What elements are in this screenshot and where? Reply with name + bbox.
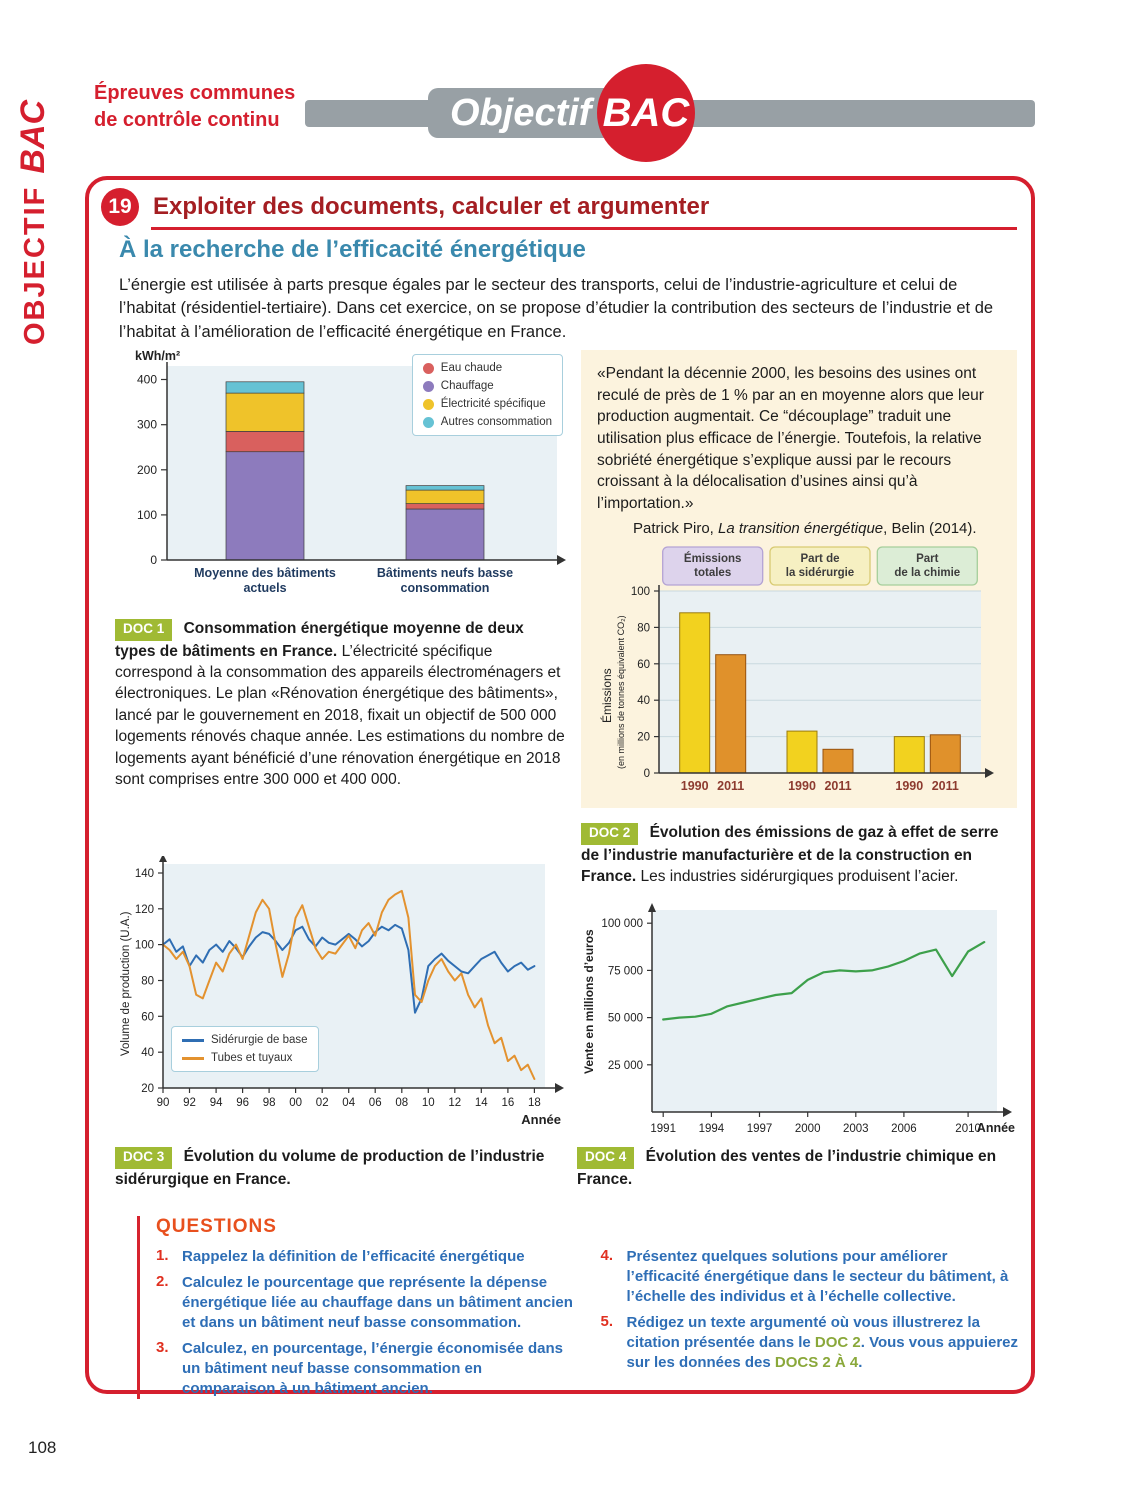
svg-text:Part de: Part de [800,552,840,565]
svg-text:10: 10 [421,1097,435,1109]
doc1-consumption-chart [115,348,567,605]
doc4-chart-svg [577,902,1017,1144]
svg-text:12: 12 [448,1097,462,1109]
svg-text:2003: 2003 [843,1123,869,1135]
logo-bac-circle [597,64,695,162]
questions-column [156,1247,575,1399]
svg-text:18: 18 [528,1097,541,1109]
svg-text:100: 100 [630,585,650,598]
svg-text:16: 16 [501,1097,515,1109]
svg-text:25 000: 25 000 [607,1059,643,1072]
quote-source-rest: , Belin (2014). [883,519,977,537]
doc4-caption-bold: Évolution des ventes de l’industrie chimique en France. [577,1148,997,1188]
svg-text:94: 94 [209,1097,223,1109]
doc4-sales-chart [577,902,1017,1149]
legend-item: Tubes et tuyaux [182,1052,308,1064]
svg-text:1990: 1990 [680,778,709,793]
doc1-caption-bold: Consommation énergétique moyenne de deux types de bâtiments en France. [115,620,524,660]
svg-text:100 000: 100 000 [601,918,643,931]
svg-text:100: 100 [136,507,157,522]
question-number: 4. [600,1247,614,1264]
svg-text:300: 300 [136,417,157,432]
svg-text:kWh/m²: kWh/m² [135,349,181,363]
doc1-caption-text: L’électricité spécifique correspond à la consommation des appareils électroménagers et électroniques. Le plan «Rénovation énergétique des bâtiments», lancé par le gouvernement en 2018, fixait un objectif de 500 000 logements rénovés chaque année. Les estimations du nombre de logements ayant bénéficié d’une rénovation énergétique en 2018 sont comprises entre 300 000 et 400 000. [115,642,565,788]
quote-author: Patrick Piro, [633,519,719,537]
question-item [156,1273,575,1333]
doc1-caption [115,618,567,790]
svg-text:0: 0 [643,767,650,780]
questions-section [137,1216,1019,1399]
question-number: 3. [156,1338,169,1356]
svg-text:1991: 1991 [650,1123,676,1135]
question-item [601,1313,1020,1373]
header-eyebrow-line2: de contrôle continu [94,109,280,131]
svg-text:96: 96 [236,1097,249,1109]
exercise-title: Exploiter des documents, calculer et argumenter [153,193,710,220]
svg-text:Volume de production (U.A.): Volume de production (U.A.) [120,911,132,1056]
svg-text:1994: 1994 [698,1123,725,1135]
section-title: À la recherche de l’efficacité énergétique [119,236,586,263]
svg-text:Part: Part [916,552,939,565]
question-text: Rappelez la définition de l’efficacité énergétique [182,1248,525,1265]
svg-text:2000: 2000 [794,1123,821,1135]
svg-text:06: 06 [368,1097,382,1109]
question-text: Présentez quelques solutions pour améliorer l’efficacité énergétique dans le secteur du bâtiment, à l’échelle des individus et à l’échelle collective. [626,1248,1009,1305]
questions-columns [156,1247,1019,1399]
header-eyebrow [94,80,295,134]
question-number: 2. [156,1272,169,1290]
doc4-caption [577,1146,1017,1190]
sidebar-objectif-label: OBJECTIF [19,185,51,345]
svg-text:Émissions: Émissions [683,552,742,565]
doc3-production-chart [115,856,567,1136]
logo-objectif-label: Objectif [450,92,592,134]
doc1-legend [412,354,563,436]
svg-text:40: 40 [141,1047,154,1060]
svg-text:1997: 1997 [746,1123,773,1135]
svg-text:1990: 1990 [788,778,816,793]
svg-text:2006: 2006 [891,1123,917,1135]
doc4-badge: DOC 4 [577,1147,634,1169]
svg-text:200: 200 [136,462,157,477]
doc3-legend [171,1026,319,1072]
exercise-number-badge: 19 [101,188,139,226]
svg-text:08: 08 [395,1097,409,1109]
svg-text:20: 20 [637,731,650,744]
exercise-rule [151,227,1017,230]
exercise-header [101,188,709,226]
legend-item: Sidérurgie de base [182,1034,308,1046]
svg-text:400: 400 [136,372,157,387]
svg-text:100: 100 [134,939,154,952]
page-edge-tab [14,45,53,345]
legend-item: Chauffage [423,380,552,392]
questions-column [601,1247,1020,1399]
svg-text:60: 60 [141,1011,154,1024]
svg-text:0: 0 [150,553,157,567]
svg-text:actuels: actuels [243,581,287,595]
quote-text: «Pendant la décennie 2000, les besoins des usines ont reculé de près de 1 % par an en moyenne alors que leur production augmentait. Ce “découplage” traduit une utilisation plus efficace de l’énergie. Toutefois, la relative sobriété énergétique s’explique aussi par le recours croissant à la délocalisation d’usines ainsi qu’à l’importation.» [597,365,984,513]
svg-text:Bâtiments neufs basse: Bâtiments neufs basse [376,566,514,580]
doc1-badge: DOC 1 [115,619,172,641]
svg-text:2011: 2011 [824,778,852,793]
svg-text:consommation: consommation [400,581,490,595]
header-eyebrow-line1: Épreuves communes [94,82,296,104]
svg-text:Moyenne des bâtiments: Moyenne des bâtiments [194,566,336,580]
svg-text:140: 140 [134,868,154,880]
svg-text:80: 80 [141,975,154,988]
question-number: 5. [600,1312,614,1330]
svg-text:75 000: 75 000 [607,965,643,978]
svg-text:14: 14 [474,1097,488,1109]
svg-text:la sidérurgie: la sidérurgie [785,566,855,579]
svg-text:(en millions de tonnes équival: (en millions de tonnes équivalent CO₂) [616,615,626,769]
svg-text:2010: 2010 [955,1123,981,1135]
question-number: 1. [156,1247,169,1264]
questions-title: QUESTIONS [156,1216,277,1237]
legend-item: Eau chaude [423,362,552,374]
quote-source-title: La transition énergétique [718,519,884,537]
question-text: Calculez, en pourcentage, l’énergie économisée dans un bâtiment neuf basse consommation en comparaison à un bâtiment ancien. [182,1339,563,1397]
question-text: Calculez le pourcentage que représente la dépense énergétique liée au chauffage dans un bâtiment ancien et dans un bâtiment neuf basse consommation. [182,1273,573,1331]
doc2-panel [581,350,1017,808]
svg-text:40: 40 [637,695,650,708]
svg-text:totales: totales [694,566,732,579]
svg-text:80: 80 [637,622,650,635]
page-number: 108 [28,1438,57,1457]
doc2-caption [581,822,1017,887]
intro-paragraph: L’énergie est utilisée à parts presque égales par le secteur des transports, celui de l’industrie-agriculture et celui de l’habitat (résidentiel-tertiaire). Dans cet exercice, on se propose d’étudier la contribution des secteurs de l’industrie et de l’habitat à l’amélioration de l’efficacité énergétique en France. [119,276,994,341]
svg-text:90: 90 [156,1097,170,1109]
doc2-emissions-chart [597,545,1001,810]
legend-item: Électricité spécifique [423,398,552,410]
svg-text:Vente en millions d’euros: Vente en millions d’euros [582,929,596,1074]
doc2-caption-text: Les industries sidérurgiques produisent l’acier. [640,868,959,885]
doc3-caption [115,1146,555,1190]
question-item [156,1247,575,1267]
doc2-chart-svg [597,545,995,805]
legend-item: Autres consommation [423,416,552,428]
quote-attribution [597,520,1001,537]
question-item [156,1339,575,1399]
doc3-caption-bold: Évolution du volume de production de l’industrie sidérurgique en France. [115,1148,545,1188]
sidebar-bac-label: BAC [14,99,52,174]
question-item [601,1247,1020,1307]
exercise-frame [85,176,1035,1397]
svg-text:2011: 2011 [717,778,745,793]
svg-text:02: 02 [315,1097,329,1109]
svg-text:Émissions: Émissions [600,668,614,723]
svg-text:2011: 2011 [931,778,959,793]
doc2-badge: DOC 2 [581,823,638,845]
logo-bac-label: BAC [602,90,690,135]
doc3-badge: DOC 3 [115,1147,172,1169]
svg-text:92: 92 [183,1097,196,1109]
svg-text:20: 20 [141,1083,154,1095]
svg-text:1990: 1990 [895,778,924,793]
svg-text:98: 98 [262,1097,276,1109]
doc2-caption-bold: Évolution des émissions de gaz à effet de serre de l’industrie manufacturière et de la construction en France. [581,824,999,885]
svg-text:de la chimie: de la chimie [894,566,961,579]
svg-text:Année: Année [521,1112,561,1127]
svg-text:00: 00 [289,1097,302,1109]
doc3-chart-svg [115,856,567,1131]
svg-text:50 000: 50 000 [607,1012,643,1025]
svg-text:60: 60 [637,658,650,671]
question-text: Rédigez un texte argumenté où vous illustrerez la citation présentée dans le DOC 2. Vous vous appuierez sur les données des DOCS 2 À 4. [626,1313,1019,1371]
svg-text:Année: Année [976,1121,1015,1135]
svg-text:04: 04 [342,1097,356,1109]
svg-text:120: 120 [134,903,154,916]
